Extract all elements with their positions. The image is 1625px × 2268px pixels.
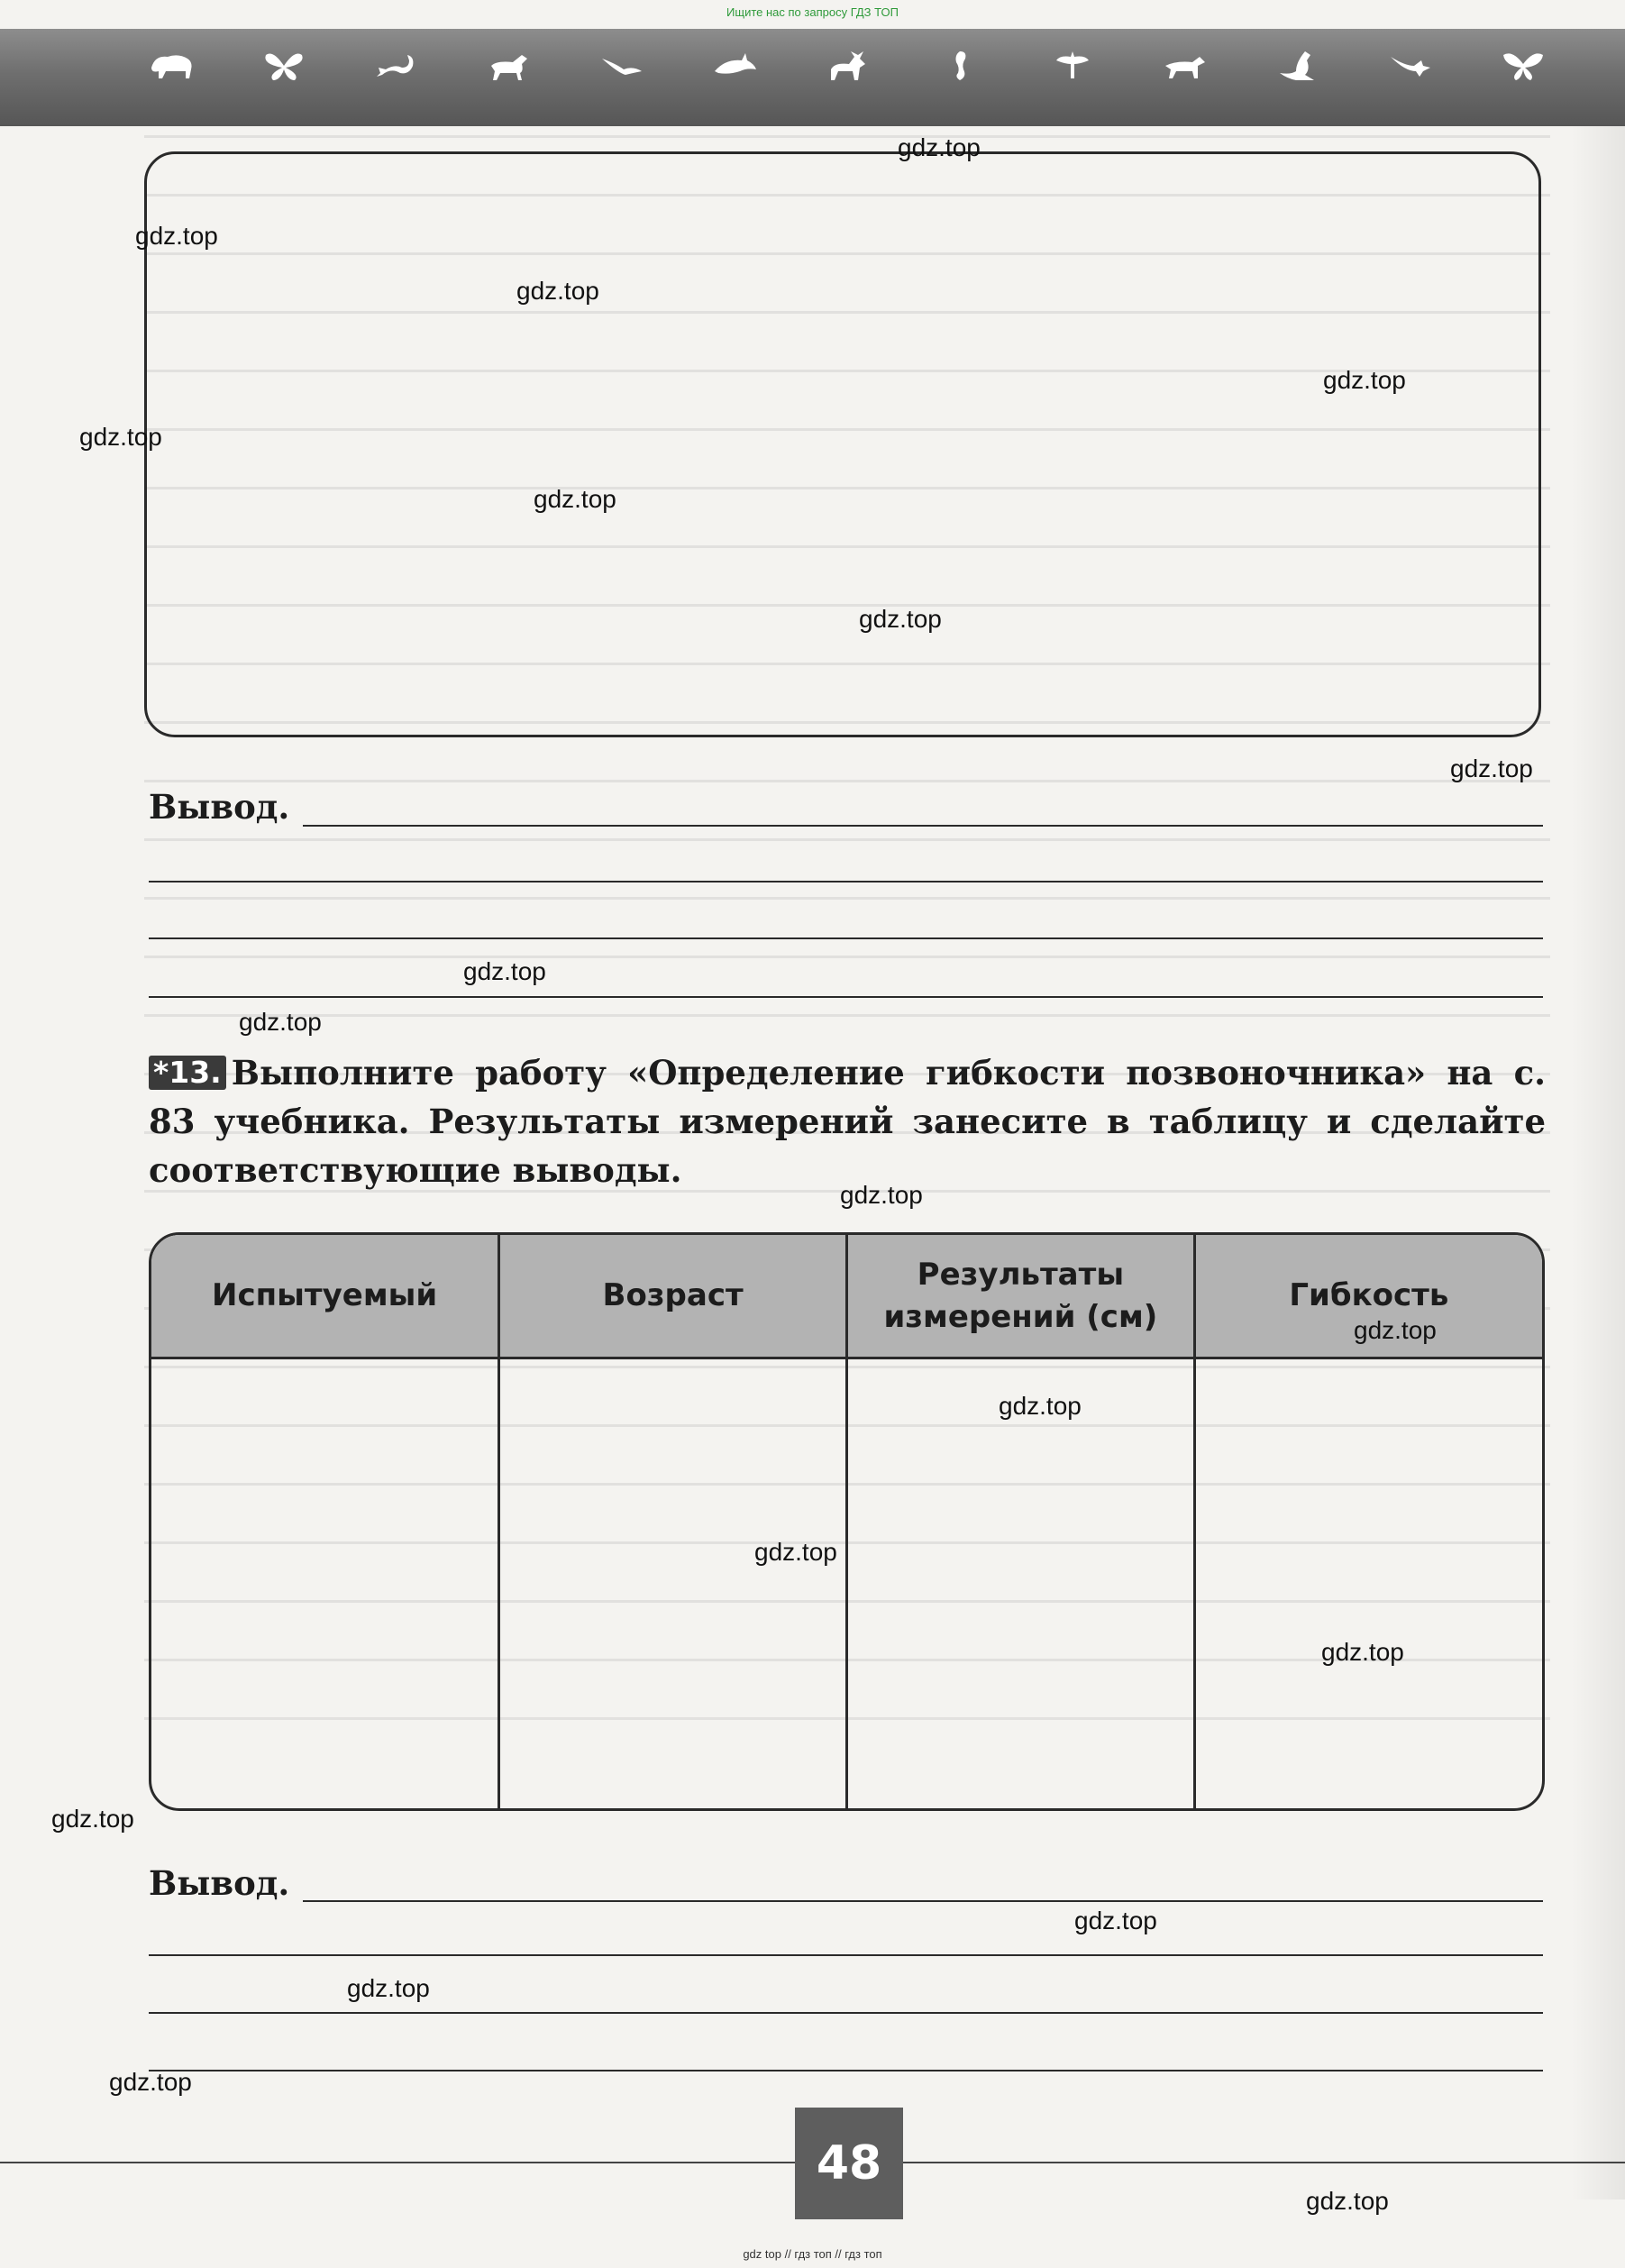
header-subject: Испытуемый <box>151 1235 499 1358</box>
watermark: gdz.top <box>859 605 942 633</box>
conclusion-label-2: Вывод. <box>149 1863 290 1903</box>
watermark: gdz.top <box>135 222 218 250</box>
watermark: gdz.top <box>51 1805 134 1833</box>
table-row <box>151 1358 1542 1809</box>
watermark: gdz.top <box>239 1008 322 1036</box>
kangaroo-icon <box>1271 46 1325 86</box>
cell-age[interactable] <box>499 1358 847 1809</box>
answer-line-4[interactable] <box>149 996 1543 998</box>
watermark: gdz.top <box>1450 754 1533 782</box>
butterfly-icon <box>257 46 311 86</box>
watermark: gdz.top <box>79 423 162 451</box>
bottom-links[interactable]: gdz top // гдз топ // гдз топ <box>743 2247 882 2261</box>
header-flexibility: Гибкость <box>1194 1235 1542 1358</box>
watermark: gdz.top <box>1354 1316 1437 1344</box>
watermark: gdz.top <box>898 133 981 161</box>
page-number: 48 <box>795 2108 903 2219</box>
moth-icon <box>1496 46 1550 86</box>
watermark: gdz.top <box>840 1181 923 1209</box>
answer-line-5[interactable] <box>303 1900 1543 1902</box>
task-text: Выполните работу «Определение гибкости позвоночника» на с. 83 учебника. Результаты измерений занесите в таблицу и сделайте соответствующие выводы. <box>149 1053 1546 1190</box>
answer-line-8[interactable] <box>149 2070 1543 2071</box>
cell-measurements[interactable] <box>847 1358 1195 1809</box>
header-age: Возраст <box>499 1235 847 1358</box>
page-edge-shadow <box>1571 126 1625 2199</box>
seahorse-icon <box>933 46 987 86</box>
watermark: gdz.top <box>516 277 599 305</box>
watermark: gdz.top <box>347 1974 430 2002</box>
answer-line-7[interactable] <box>149 2012 1543 2014</box>
horse-icon <box>482 46 536 86</box>
watermark: gdz.top <box>1321 1638 1404 1666</box>
animal-icons-strip <box>144 43 1550 88</box>
watermark: gdz.top <box>534 485 616 513</box>
wolf-icon <box>1158 46 1212 86</box>
cell-subject[interactable] <box>151 1358 499 1809</box>
answer-line-3[interactable] <box>149 937 1543 939</box>
scorpion-icon <box>370 46 424 86</box>
watermark: gdz.top <box>999 1392 1082 1420</box>
watermark: gdz.top <box>1323 366 1406 394</box>
drawing-area[interactable] <box>144 151 1541 737</box>
answer-line-2[interactable] <box>149 881 1543 883</box>
answer-line-1[interactable] <box>303 825 1543 827</box>
header-measurements: Результаты измерений (см) <box>847 1235 1195 1358</box>
watermark: gdz.top <box>109 2068 192 2096</box>
task-13 <box>149 1048 1546 1194</box>
conclusion-label-1: Вывод. <box>149 787 290 827</box>
lizard-icon <box>1383 46 1438 86</box>
insect-icon <box>1045 46 1100 86</box>
watermark: gdz.top <box>1074 1907 1157 1934</box>
top-link[interactable]: Ищите нас по запросу ГДЗ ТОП <box>726 5 899 19</box>
answer-line-6[interactable] <box>149 1954 1543 1956</box>
task-number-badge: *13. <box>149 1056 226 1090</box>
bird-icon <box>595 46 649 86</box>
watermark: gdz.top <box>463 957 546 985</box>
watermark: gdz.top <box>754 1538 837 1566</box>
flexibility-table <box>149 1232 1545 1811</box>
dolphin-icon <box>708 46 762 86</box>
cell-flexibility[interactable] <box>1194 1358 1542 1809</box>
bison-icon <box>144 46 198 86</box>
moose-icon <box>820 46 874 86</box>
watermark: gdz.top <box>1306 2187 1389 2215</box>
